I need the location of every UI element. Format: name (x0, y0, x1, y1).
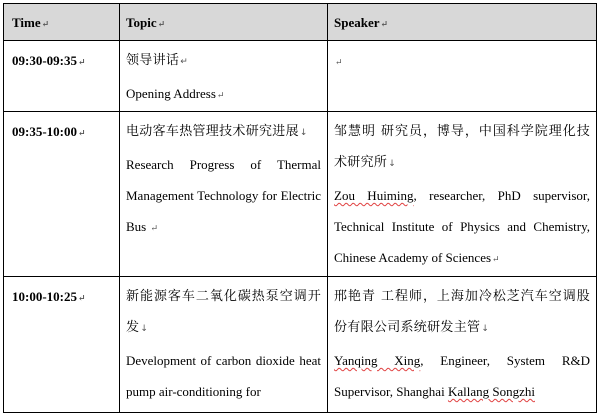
speaker-english: Yanqing Xing, Engineer, System R&D Supervisor, Shanghai Kallang Songzhi (334, 353, 590, 399)
table-row (4, 277, 597, 413)
topic-chinese: 领导讲话↵ (126, 53, 189, 68)
topic-english: Development of carbon dioxide heat pump air-conditioning for (126, 353, 321, 399)
topic-english: Opening Address↵ (126, 86, 225, 101)
header-time: Time↵ (4, 4, 120, 41)
topic-chinese: 新能源客车二氧化碳热泵空调开发↓ (126, 289, 321, 335)
row-speaker (328, 277, 597, 413)
row-topic (120, 112, 328, 277)
row-topic (120, 41, 328, 112)
row-time: 09:30-09:35↵ (4, 41, 120, 112)
header-topic: Topic↵ (120, 4, 328, 41)
table-row (4, 112, 597, 277)
row-speaker: ↵ (328, 41, 597, 112)
speaker-chinese: 邢艳青 工程师，上海加冷松芝汽车空调股份有限公司系统研发主管↓ (334, 289, 590, 335)
topic-english: Research Progress of Thermal Management Technology for Electric Bus ↵ (126, 157, 321, 234)
table-row (4, 41, 597, 112)
row-time: 09:35-10:00↵ (4, 112, 120, 277)
speaker-english: Zou Huiming, researcher, PhD supervisor, Technical Institute of Physics and Chemistry, Chinese Academy of Sciences↵ (334, 188, 590, 265)
topic-chinese: 电动客车热管理技术研究进展↓ (126, 124, 308, 139)
row-topic (120, 277, 328, 413)
header-speaker: Speaker↵ (328, 4, 597, 41)
header-row (4, 4, 597, 41)
speaker-chinese: 邹慧明 研究员，博导，中国科学院理化技术研究所↓ (334, 124, 590, 170)
agenda-table (3, 3, 597, 413)
row-time: 10:00-10:25↵ (4, 277, 120, 413)
row-speaker (328, 112, 597, 277)
